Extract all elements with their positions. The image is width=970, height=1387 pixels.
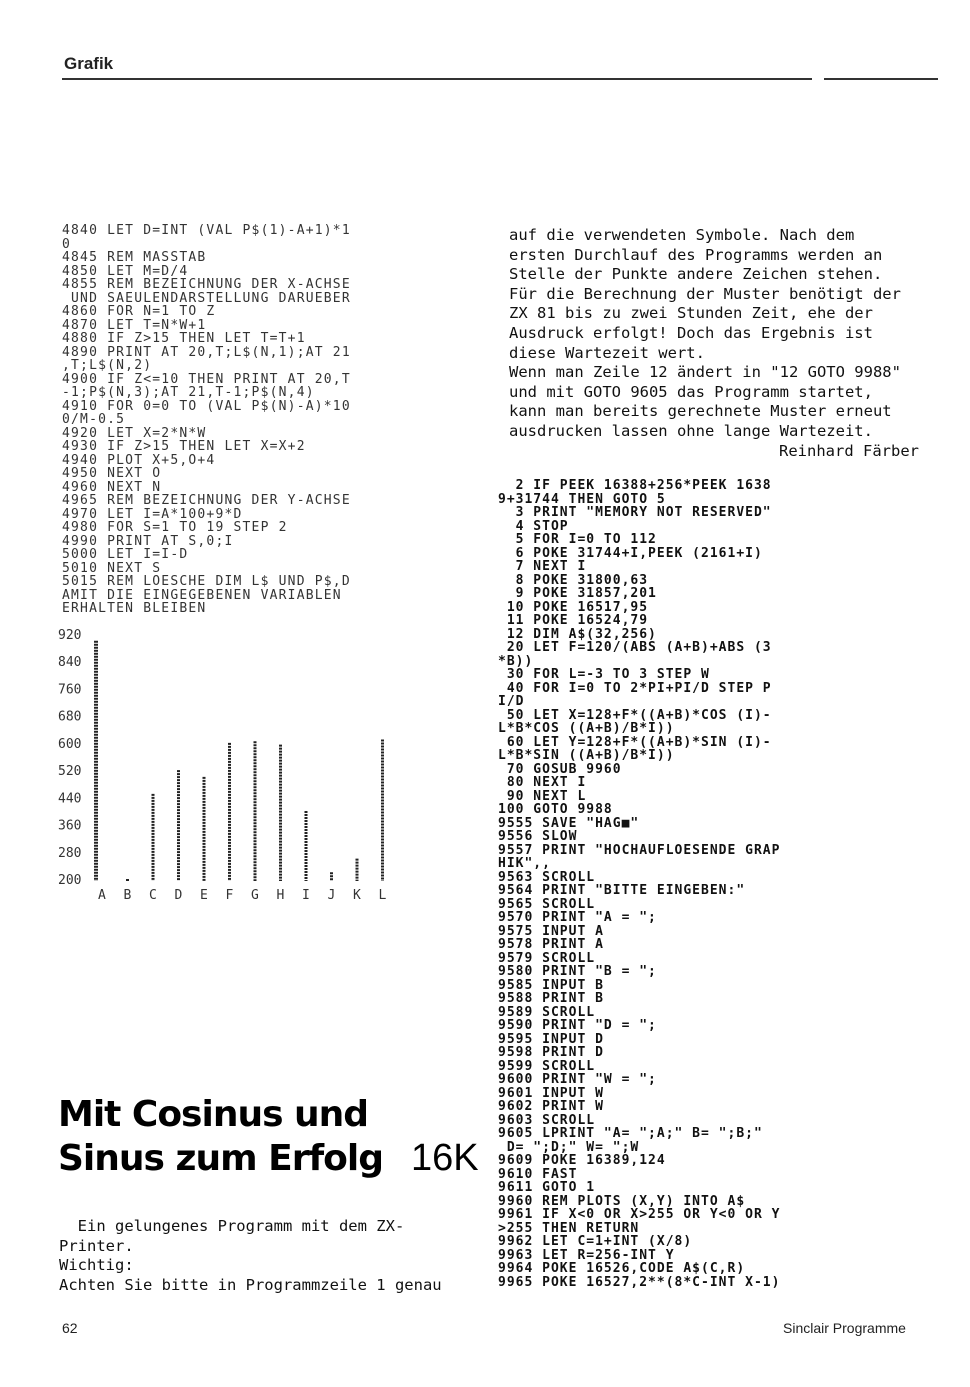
code-line: 4855 REM BEZEICHNUNG DER X-ACHSE xyxy=(62,277,351,292)
code-line: L*B*SIN ((A+B)/B*I)) xyxy=(498,748,675,763)
code-line: 9579 SCROLL xyxy=(498,950,596,966)
code-line: 9598 PRINT D xyxy=(498,1045,604,1060)
x-tick-label: H xyxy=(276,888,285,903)
code-line: 40 FOR I=0 TO 2*PI+PI/D STEP P xyxy=(498,680,772,696)
code-line: 70 GOSUB 9960 xyxy=(498,761,622,777)
code-line: 5 FOR I=0 TO 112 xyxy=(498,532,657,547)
code-line: 9965 POKE 16527,2**(8*C-INT X-1) xyxy=(498,1274,781,1290)
code-line: 9611 GOTO 1 xyxy=(498,1180,596,1195)
code-line: 4940 PLOT X+5,O+4 xyxy=(62,452,216,468)
code-line: 9590 PRINT "D = "; xyxy=(498,1018,657,1033)
y-tick-label: 440 xyxy=(58,791,82,807)
code-line: 2 IF PEEK 16388+256*PEEK 1638 xyxy=(498,478,772,493)
y-tick-label: 600 xyxy=(58,736,82,752)
text-line: und mit GOTO 9605 das Programm startet, xyxy=(509,382,873,401)
code-line: 9961 IF X<0 OR X>255 OR Y<0 OR Y xyxy=(498,1207,781,1222)
code-line: 4965 REM BEZEICHNUNG DER Y-ACHSE xyxy=(62,493,351,508)
code-line: 9578 PRINT A xyxy=(498,937,604,952)
code-line: 4840 LET D=INT (VAL P$(1)-A+1)*1 xyxy=(62,223,351,238)
x-tick-label: E xyxy=(200,888,208,903)
magazine-name: Sinclair Programme xyxy=(783,1320,906,1336)
code-line: 4970 LET I=A*100+9*D xyxy=(62,506,243,522)
code-line: >255 THEN RETURN xyxy=(498,1220,640,1236)
y-tick-label: 520 xyxy=(58,764,82,780)
code-line: 9589 SCROLL xyxy=(498,1004,596,1020)
text-line: Wichtig: xyxy=(59,1256,134,1275)
code-line: 4850 LET M=D/4 xyxy=(62,263,189,279)
code-line: 0 xyxy=(62,236,72,252)
code-line: 9565 SCROLL xyxy=(498,896,596,912)
text-line: Wenn man Zeile 12 ändert in "12 GOTO 9988" xyxy=(509,363,901,382)
code-line: 9610 FAST xyxy=(498,1166,578,1182)
x-tick-label: J xyxy=(327,888,336,903)
memory-tag: 16K xyxy=(411,1137,479,1179)
code-line: 9602 PRINT W xyxy=(498,1099,604,1114)
code-line: 9555 SAVE "HAG■" xyxy=(498,815,640,831)
code-line: -1;P$(N,3);AT 21,T-1;P$(N,4) xyxy=(62,385,315,400)
y-tick-label: 680 xyxy=(58,709,82,725)
text-line: kann man bereits gerechnete Muster erneut xyxy=(509,402,892,421)
code-line: 4930 IF Z>15 THEN LET X=X+2 xyxy=(62,439,306,454)
x-tick-label: I xyxy=(302,888,310,903)
text-line: Für die Berechnung der Muster benötigt der xyxy=(509,284,901,303)
x-tick-label: D xyxy=(174,888,183,903)
code-line: 8 POKE 31800,63 xyxy=(498,572,649,588)
code-line: 4 STOP xyxy=(498,518,569,534)
article-text-right xyxy=(509,226,919,461)
code-line: 9960 REM PLOTS (X,Y) INTO A$ xyxy=(498,1193,746,1209)
y-tick-label: 840 xyxy=(58,655,82,671)
code-line: *B)) xyxy=(498,653,534,669)
code-line: 4870 LET T=N*W+1 xyxy=(62,317,207,333)
code-line: 9609 POKE 16389,124 xyxy=(498,1153,666,1168)
code-line: 4900 IF Z<=10 THEN PRINT AT 20,T xyxy=(62,371,351,387)
code-line: 4990 PRINT AT S,0;I xyxy=(62,533,234,549)
code-line: 9601 INPUT W xyxy=(498,1085,604,1101)
text-line: ZX 81 bis zu zwei Stunden Zeit, ehe der xyxy=(509,304,873,323)
code-line: 4845 REM MASSTAB xyxy=(62,250,207,265)
code-line: 4860 FOR N=1 TO Z xyxy=(62,304,216,319)
x-tick-label: F xyxy=(225,888,234,903)
code-line: 9557 PRINT "HOCHAUFLOESENDE GRAP xyxy=(498,842,781,858)
code-line: 9962 LET C=1+INT (X/8) xyxy=(498,1234,693,1249)
code-line: 100 GOTO 9988 xyxy=(498,802,613,817)
code-line: 9564 PRINT "BITTE EINGEBEN:" xyxy=(498,883,746,898)
text-line: Printer. xyxy=(59,1236,134,1255)
text-line: ausdrucken lassen ohne lange Wartezeit. xyxy=(509,421,873,440)
code-line: 9963 LET R=256-INT Y xyxy=(498,1247,675,1263)
code-line: 4960 NEXT N xyxy=(62,479,162,495)
x-tick-label: L xyxy=(378,888,387,903)
code-line: 4880 IF Z>15 THEN LET T=T+1 xyxy=(62,331,306,346)
text-line: Achten Sie bitte in Programmzeile 1 genau xyxy=(59,1275,442,1294)
text-line: Stelle der Punkte andere Zeichen stehen. xyxy=(509,265,883,284)
code-line: 9585 INPUT B xyxy=(498,977,604,993)
code-line: 9600 PRINT "W = "; xyxy=(498,1072,657,1087)
code-line: D= ";D;" W= ";W xyxy=(498,1139,640,1155)
author-name: Reinhard Färber xyxy=(779,441,919,460)
x-tick-label: B xyxy=(123,888,132,903)
code-line: 3 PRINT "MEMORY NOT RESERVED" xyxy=(498,505,772,520)
bar-chart xyxy=(58,624,418,914)
y-tick-label: 280 xyxy=(58,845,82,861)
text-line: Ein gelungenes Programm mit dem ZX- xyxy=(59,1217,405,1235)
code-line: ,T;L$(N,2) xyxy=(62,358,153,373)
code-line: 9605 LPRINT "A= ";A;" B= ";B;" xyxy=(498,1126,763,1141)
left-program-listing xyxy=(62,224,351,616)
code-line: 5000 LET I=I-D xyxy=(62,547,189,562)
code-line: 9964 POKE 16526,CODE A$(C,R) xyxy=(498,1261,746,1276)
code-line: 9+31744 THEN GOTO 5 xyxy=(498,491,666,507)
code-line: 4910 FOR 0=0 TO (VAL P$(N)-A)*10 xyxy=(62,398,351,414)
code-line: 4890 PRINT AT 20,T;L$(N,1);AT 21 xyxy=(62,344,351,360)
code-line: 50 LET X=128+F*((A+B)*COS (I)- xyxy=(498,707,772,723)
x-tick-label: A xyxy=(98,888,106,903)
code-line: UND SAEULENDARSTELLUNG DARUEBER xyxy=(62,290,351,306)
code-line: 6 POKE 31744+I,PEEK (2161+I) xyxy=(498,545,763,561)
text-line: ersten Durchlauf des Programms werden an xyxy=(509,245,883,264)
code-line: 9 POKE 31857,201 xyxy=(498,586,657,601)
code-line: 9570 PRINT "A = "; xyxy=(498,910,657,925)
code-line: HIK",, xyxy=(498,856,551,871)
header-rule xyxy=(62,78,938,80)
y-tick-label: 920 xyxy=(58,628,82,643)
code-line: 5015 REM LOESCHE DIM L$ UND P$,D xyxy=(62,574,351,589)
code-line: AMIT DIE EINGEGEBENEN VARIABLEN xyxy=(62,587,342,603)
code-line: 9588 PRINT B xyxy=(498,991,604,1006)
text-line: diese Wartezeit wert. xyxy=(509,343,705,362)
y-tick-label: 200 xyxy=(58,873,82,888)
x-tick-label: C xyxy=(149,888,157,903)
x-tick-label: K xyxy=(353,888,361,903)
headline-line-1: Mit Cosinus und xyxy=(58,1094,369,1135)
intro-text xyxy=(59,1217,442,1295)
code-line: 90 NEXT L xyxy=(498,788,587,804)
y-tick-label: 360 xyxy=(58,818,82,834)
code-line: I/D xyxy=(498,694,525,709)
code-line: 0/M-0.5 xyxy=(62,412,126,427)
code-line: 30 FOR L=-3 TO 3 STEP W xyxy=(498,667,710,682)
code-line: L*B*COS ((A+B)/B*I)) xyxy=(498,721,675,736)
code-line: 9556 SLOW xyxy=(498,829,578,844)
code-line: ERHALTEN BLEIBEN xyxy=(62,601,207,616)
code-line: 5010 NEXT S xyxy=(62,560,162,576)
code-line: 11 POKE 16524,79 xyxy=(498,613,649,628)
code-line: 9595 INPUT D xyxy=(498,1031,604,1047)
code-line: 7 NEXT I xyxy=(498,559,587,574)
right-program-listing xyxy=(498,479,780,1289)
code-line: 9599 SCROLL xyxy=(498,1058,596,1074)
code-line: 9580 PRINT "B = "; xyxy=(498,964,657,979)
code-line: 80 NEXT I xyxy=(498,775,587,790)
code-line: 60 LET Y=128+F*((A+B)*SIN (I)- xyxy=(498,734,772,750)
headline-line-2: Sinus zum Erfolg xyxy=(58,1138,383,1179)
code-line: 4950 NEXT O xyxy=(62,466,162,481)
code-line: 9603 SCROLL xyxy=(498,1112,596,1128)
y-tick-label: 760 xyxy=(58,682,82,698)
code-line: 4920 LET X=2*N*W xyxy=(62,425,207,441)
header-rule-gap xyxy=(812,76,824,82)
code-line: 4980 FOR S=1 TO 19 STEP 2 xyxy=(62,520,288,535)
code-line: 10 POKE 16517,95 xyxy=(498,599,649,615)
code-line: 9563 SCROLL xyxy=(498,869,596,885)
x-tick-label: G xyxy=(251,888,259,903)
page-number: 62 xyxy=(62,1320,78,1336)
code-line: 20 LET F=120/(ABS (A+B)+ABS (3 xyxy=(498,640,772,655)
text-line: auf die verwendeten Symbole. Nach dem xyxy=(509,226,855,244)
code-line: 12 DIM A$(32,256) xyxy=(498,626,657,642)
section-title: Grafik xyxy=(64,54,114,73)
code-line: 9575 INPUT A xyxy=(498,923,604,939)
text-line: Ausdruck erfolgt! Doch das Ergebnis ist xyxy=(509,323,873,342)
